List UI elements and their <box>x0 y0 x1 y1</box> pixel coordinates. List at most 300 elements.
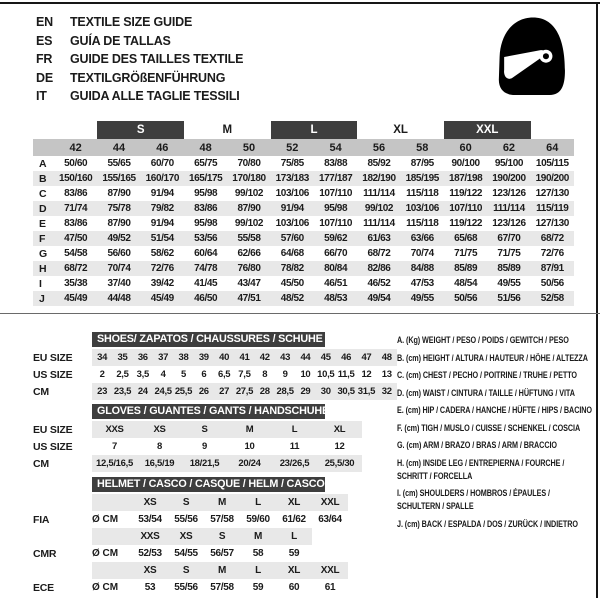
legend-line: J. (cm) BACK / ESPALDA / DOS / ZURÜCK / INDIETRO <box>397 518 578 530</box>
measurement-value: 56/60 <box>107 248 131 259</box>
measurement-row-label: F <box>33 231 54 246</box>
gloves-row <box>33 455 397 472</box>
measurement-value: 44/48 <box>97 291 140 306</box>
helmet-value: 59/60 <box>246 514 270 525</box>
shoes-row-label: US SIZE <box>33 368 73 381</box>
measurement-value: 50/60 <box>64 158 88 169</box>
measurement-value: 177/187 <box>314 171 357 186</box>
shoes-value: 43 <box>280 352 291 363</box>
measurement-value: 49/55 <box>497 278 521 289</box>
measurement-value: 47/53 <box>410 278 434 289</box>
shoes-row-label: CM <box>33 385 49 398</box>
gloves-value: 12,5/16,5 <box>96 458 133 469</box>
size-group-m: M <box>222 124 233 136</box>
measurement-value: 95/98 <box>194 188 218 199</box>
measurement-value: 127/130 <box>535 188 569 199</box>
measurement-value: 165/175 <box>184 171 227 186</box>
size-number: 46 <box>141 139 184 156</box>
gloves-cells <box>92 455 362 472</box>
measurement-value: 41/45 <box>194 278 218 289</box>
row-label-spacer <box>33 139 54 156</box>
shoes-value: 26 <box>198 386 209 397</box>
size-group-xl: XL <box>393 124 408 136</box>
measurement-value: 83/86 <box>64 218 88 229</box>
shoes-value: 23,5 <box>113 386 132 397</box>
helmet-size-row <box>33 494 397 511</box>
helmet-value-row <box>33 545 397 562</box>
measurement-value: 119/122 <box>449 188 483 199</box>
size-number: 54 <box>314 139 357 156</box>
measurement-value: 87/90 <box>227 201 270 216</box>
measurement-value: 82/86 <box>357 261 400 276</box>
measurement-value: 70/80 <box>237 158 261 169</box>
helmet-size-label: M <box>217 497 227 508</box>
legend-line: SCHRITT / FORCELLA <box>397 470 473 482</box>
measurement-value: 50/56 <box>540 278 564 289</box>
helmet-value: 55/56 <box>174 582 198 593</box>
measurement-value: 190/200 <box>487 171 530 186</box>
measurement-value: 46/50 <box>184 291 227 306</box>
shoes-value: 12 <box>361 369 372 380</box>
shoes-value: 2,5 <box>116 369 129 380</box>
measurement-value: 68/72 <box>367 248 391 259</box>
legend-item <box>397 352 597 365</box>
size-number: 58 <box>401 139 444 156</box>
measurement-value: 111/114 <box>487 201 530 216</box>
helmet-size-row <box>33 562 397 579</box>
helmet-value: 57/58 <box>210 582 234 593</box>
shoes-value: 25,5 <box>174 386 193 397</box>
measurement-value: 68/72 <box>54 261 97 276</box>
measurement-row <box>33 186 574 201</box>
measurement-value: 72/76 <box>540 248 564 259</box>
shoes-value: 39 <box>198 352 209 363</box>
shoes-value: 4 <box>160 369 166 380</box>
measurement-value: 87/90 <box>107 188 131 199</box>
legend-item <box>397 487 597 513</box>
measurement-value: 47/50 <box>54 231 97 246</box>
measurement-value: 87/91 <box>531 261 574 276</box>
measurement-value: 91/94 <box>150 218 174 229</box>
measurement-value: 99/102 <box>234 218 264 229</box>
size-number: 60 <box>444 139 487 156</box>
legend-line: I. (cm) SHOULDERS / HOMBROS / ÉPAULES / <box>397 488 550 499</box>
measurement-row <box>33 276 574 291</box>
helmet-value-row <box>33 511 397 528</box>
helmet-size-label: XL <box>287 497 301 508</box>
measurement-value: 103/106 <box>275 218 309 229</box>
gloves-row <box>33 421 397 438</box>
language-row <box>36 13 243 32</box>
shoes-cells <box>92 383 397 400</box>
language-code: DE <box>36 70 53 85</box>
size-group-spacer <box>531 121 574 139</box>
helmet-size-label: L <box>255 565 261 576</box>
language-title: GUÍA DE TALLAS <box>70 33 171 48</box>
helmet-value: 55/56 <box>174 514 198 525</box>
shoes-value: 31,5 <box>357 386 376 397</box>
measurement-value: 74/78 <box>184 261 227 276</box>
diameter-unit-label: Ø CM <box>92 514 119 525</box>
gloves-value: 23/26,5 <box>279 458 310 469</box>
size-number: 56 <box>357 139 400 156</box>
helmet-value: 61 <box>324 582 336 593</box>
measurement-value: 185/195 <box>401 171 444 186</box>
helmet-value: 53 <box>144 582 156 593</box>
measurement-value: 115/118 <box>406 218 439 229</box>
measurement-row-label: G <box>39 247 48 260</box>
shoes-section <box>33 332 397 400</box>
gloves-row-label: US SIZE <box>33 440 73 453</box>
measurement-value: 52/58 <box>531 291 574 306</box>
measurement-value: 48/53 <box>314 291 357 306</box>
legend-line: B. (cm) HEIGHT / ALTURA / HAUTEUR / HÖHE / ALTEZZA <box>397 352 588 364</box>
measurement-value: 60/64 <box>194 248 218 259</box>
helmet-size-label: S <box>182 497 190 508</box>
shoes-row <box>33 383 397 400</box>
language-title: TEXTILE SIZE GUIDE <box>70 15 193 29</box>
measurement-value: 39/42 <box>150 278 174 289</box>
shoes-value: 38 <box>178 352 189 363</box>
measurement-value: 85/89 <box>487 261 530 276</box>
measurement-value: 71/75 <box>497 248 521 259</box>
shoes-value: 10 <box>300 369 311 380</box>
helmet-logo-icon <box>492 11 568 103</box>
measurement-row-label: A <box>39 157 47 170</box>
shoes-value: 24,5 <box>154 386 172 397</box>
measurement-value: 46/51 <box>324 278 348 289</box>
measurement-value: 72/76 <box>141 261 184 276</box>
helmet-value-row <box>33 579 397 596</box>
legend-item <box>397 518 597 531</box>
measurement-value: 85/89 <box>444 261 487 276</box>
certification-label: ECE <box>33 581 54 594</box>
shoes-value: 40 <box>219 352 230 363</box>
measurement-value: 90/100 <box>451 158 480 169</box>
shoes-value: 2 <box>99 369 105 380</box>
measurement-value: 127/130 <box>535 218 569 229</box>
measurement-value: 64/68 <box>280 248 304 259</box>
measurement-value: 54/58 <box>64 248 88 259</box>
measurement-value: 107/110 <box>444 201 487 216</box>
shoes-value: 47 <box>361 352 372 363</box>
gloves-value: L <box>291 424 298 435</box>
helmet-size-label: S <box>218 531 226 542</box>
language-title: GUIDA ALLE TAGLIE TESSILI <box>70 89 240 103</box>
size-group-row <box>33 121 574 139</box>
shoes-value: 45 <box>320 352 331 363</box>
shoes-value: 23 <box>97 386 108 397</box>
shoes-value: 27 <box>219 386 230 397</box>
measurement-row-label: B <box>33 171 54 186</box>
helmet-size-label: M <box>253 531 263 542</box>
measurement-value: 115/118 <box>406 188 439 199</box>
measurement-value: 71/75 <box>454 248 478 259</box>
measurement-value: 67/70 <box>487 231 530 246</box>
measurement-value: 63/66 <box>401 231 444 246</box>
measurement-row-label: J <box>33 291 54 306</box>
measurement-value: 87/90 <box>107 218 131 229</box>
shoes-row-label: EU SIZE <box>33 351 73 364</box>
measurement-value: 99/102 <box>234 188 264 199</box>
measurement-value: 107/110 <box>319 218 353 229</box>
legend-item <box>397 422 597 435</box>
size-number: 62 <box>487 139 530 156</box>
shoes-value: 30,5 <box>337 386 355 397</box>
gloves-value: 12 <box>334 441 345 452</box>
measurement-value: 150/160 <box>54 171 97 186</box>
size-number: 52 <box>271 139 314 156</box>
measurement-row-label: C <box>39 187 47 200</box>
helmet-value-cells <box>92 511 348 528</box>
size-number: 50 <box>227 139 270 156</box>
language-code: IT <box>36 89 47 103</box>
legend-line: E. (cm) HIP / CADERA / HANCHE / HÜFTE / HIPS / BACINO <box>397 405 592 416</box>
shoes-value: 3,5 <box>136 369 149 380</box>
shoes-row <box>33 349 397 366</box>
helmet-size-cells <box>92 562 348 579</box>
measurement-row-label: H <box>33 261 54 276</box>
measurement-value: 123/126 <box>492 188 526 199</box>
gloves-value: 25,5/30 <box>324 458 355 469</box>
size-number: 44 <box>97 139 140 156</box>
helmet-value: 61/62 <box>282 514 306 525</box>
legend-item <box>397 334 597 347</box>
measurement-row <box>33 156 574 171</box>
diameter-unit-label: Ø CM <box>92 548 119 559</box>
gloves-cells <box>92 421 362 438</box>
measurement-value: 48/54 <box>454 278 478 289</box>
helmet-value: 57/58 <box>210 514 234 525</box>
size-number: 64 <box>531 139 574 156</box>
gloves-section <box>33 404 397 472</box>
helmet-value: 58 <box>252 548 264 559</box>
gloves-value: 18/21,5 <box>189 458 220 469</box>
measurement-row <box>33 201 574 216</box>
helmet-size-label: L <box>255 497 261 508</box>
diameter-unit-label: Ø CM <box>92 582 119 593</box>
measurement-value: 111/114 <box>363 188 395 199</box>
shoes-value: 6 <box>201 369 207 380</box>
gloves-row-label: EU SIZE <box>33 423 73 436</box>
helmet-size-cells <box>92 528 312 545</box>
shoes-value: 46 <box>341 352 352 363</box>
gloves-value: XXS <box>105 424 124 435</box>
measurement-value: 187/198 <box>444 171 487 186</box>
shoes-value: 42 <box>259 352 270 363</box>
measurement-value: 84/88 <box>401 261 444 276</box>
gloves-row-label: CM <box>33 457 49 470</box>
shoes-value: 36 <box>137 352 148 363</box>
helmet-value-cells <box>92 579 348 596</box>
helmet-value: 59 <box>252 582 264 593</box>
legend-line: D. (cm) WAIST / CINTURA / TAILLE / HÜFTUNG / VITA <box>397 387 575 399</box>
measurement-row <box>33 231 574 246</box>
measurement-value: 103/106 <box>401 201 444 216</box>
measurement-row-label: I <box>39 277 42 290</box>
legend-item <box>397 457 597 483</box>
helmet-size-label: XL <box>287 565 301 576</box>
gloves-cells <box>92 438 362 455</box>
helmet-title-bar: HELMET / CASCO / CASQUE / HELM / CASCO <box>92 477 325 492</box>
measurement-value: 103/106 <box>275 188 309 199</box>
helmet-size-label: S <box>182 565 190 576</box>
measurement-value: 51/56 <box>487 291 530 306</box>
measurement-value: 55/65 <box>107 158 131 169</box>
certification-label: FIA <box>33 513 50 526</box>
gloves-value: S <box>201 424 208 435</box>
measurement-value: 49/54 <box>357 291 400 306</box>
measurement-value: 49/52 <box>97 231 140 246</box>
shoes-value: 10,5 <box>317 369 335 380</box>
gloves-value: 10 <box>244 441 255 452</box>
main-size-table-body <box>33 121 574 306</box>
measurement-value: 61/63 <box>357 231 400 246</box>
measurement-value: 190/200 <box>531 171 574 186</box>
measurement-value: 35/38 <box>64 278 88 289</box>
helmet-size-label: XS <box>143 565 157 576</box>
shoes-value: 48 <box>381 352 392 363</box>
shoes-value: 6,5 <box>217 369 231 380</box>
measurement-value: 51/54 <box>141 231 184 246</box>
measurement-row-label: E <box>39 217 47 230</box>
measurement-value: 95/98 <box>194 218 218 229</box>
measurement-row <box>33 216 574 231</box>
language-code: EN <box>36 15 53 29</box>
measurement-row <box>33 291 574 306</box>
size-group-l: L <box>271 121 358 139</box>
measurement-value: 155/165 <box>97 171 140 186</box>
shoes-value: 32 <box>381 386 392 397</box>
measurement-value: 123/126 <box>492 218 526 229</box>
measurement-value: 68/72 <box>531 231 574 246</box>
top-border-line <box>0 2 600 4</box>
helmet-size-label: L <box>291 531 297 542</box>
helmet-value: 59 <box>288 548 300 559</box>
legend-line: A. (Kg) WEIGHT / PESO / POIDS / GEWITCH / PESO <box>397 335 569 346</box>
measurement-value: 37/40 <box>107 278 131 289</box>
legend-line: G. (cm) ARM / BRAZO / BRAS / ARM / BRACCIO <box>397 440 557 451</box>
language-list <box>36 13 243 106</box>
shoes-value: 41 <box>239 352 250 363</box>
measurement-value: 99/102 <box>357 201 400 216</box>
legend-item <box>397 369 597 382</box>
gloves-title-bar: GLOVES / GUANTES / GANTS / HANDSCHUHE / GUANTI <box>92 404 325 419</box>
measurement-value: 75/78 <box>97 201 140 216</box>
language-row <box>36 69 243 88</box>
gloves-value: 9 <box>202 441 207 452</box>
shoes-value: 37 <box>158 352 169 363</box>
language-code: FR <box>36 52 53 66</box>
language-row <box>36 32 243 51</box>
measurement-value: 49/55 <box>401 291 444 306</box>
measurement-value: 91/94 <box>271 201 314 216</box>
section-divider-line <box>0 313 600 314</box>
measurement-value: 57/60 <box>271 231 314 246</box>
language-code: ES <box>36 33 53 48</box>
helmet-size-label: XXL <box>320 497 340 508</box>
measurement-value: 58/62 <box>150 248 174 259</box>
shoes-row <box>33 366 397 383</box>
size-group-s: S <box>97 121 184 139</box>
measurement-value: 80/84 <box>314 261 357 276</box>
certification-label: CMR <box>33 547 57 560</box>
legend-line: C. (cm) CHEST / PECHO / POITRINE / TRUHE / PETTO <box>397 370 577 381</box>
main-size-table <box>33 121 574 306</box>
measurement-value: 43/47 <box>237 278 261 289</box>
size-group-spacer <box>33 121 97 139</box>
helmet-value: 60 <box>288 582 300 593</box>
gloves-value: M <box>245 424 254 435</box>
measurement-value: 65/68 <box>444 231 487 246</box>
gloves-value: 8 <box>157 441 162 452</box>
shoes-value: 7,5 <box>238 369 251 380</box>
legend-item <box>397 387 597 400</box>
shoes-value: 27,5 <box>235 386 254 397</box>
measurement-value: 160/170 <box>141 171 184 186</box>
shoes-title-bar: SHOES/ ZAPATOS / CHAUSSURES / SCHUHE / SCARPE <box>92 332 325 347</box>
legend-item <box>397 439 597 452</box>
shoes-value: 30 <box>320 386 331 397</box>
helmet-size-label: XS <box>143 497 157 508</box>
measurement-value: 53/56 <box>184 231 227 246</box>
measurement-value: 170/180 <box>227 171 270 186</box>
measurement-value: 111/114 <box>363 218 395 229</box>
measurement-value: 75/85 <box>280 158 304 169</box>
shoes-value: 44 <box>300 352 311 363</box>
measurement-value: 95/98 <box>314 201 357 216</box>
measurement-value: 91/94 <box>150 188 174 199</box>
measurement-value: 66/70 <box>324 248 348 259</box>
measurement-value: 83/86 <box>64 188 88 199</box>
measurement-value: 60/70 <box>150 158 174 169</box>
gloves-value: 11 <box>289 441 300 452</box>
gloves-value: XS <box>153 424 166 435</box>
measurement-value: 115/119 <box>531 201 574 216</box>
measurement-value: 45/49 <box>141 291 184 306</box>
measurement-value: 45/50 <box>280 278 304 289</box>
gloves-value: XL <box>333 424 346 435</box>
measurement-row <box>33 246 574 261</box>
helmet-size-row <box>33 528 397 545</box>
helmet-value: 56/57 <box>210 548 234 559</box>
legend-line: F. (cm) TIGH / MUSLO / CUISSE / SCHENKEL / COSCIA <box>397 422 581 434</box>
shoes-value: 9 <box>282 369 288 380</box>
shoes-value: 34 <box>97 352 108 363</box>
gloves-value: 16,5/19 <box>144 458 175 469</box>
legend <box>397 334 597 535</box>
shoes-value: 5 <box>180 369 186 380</box>
helmet-value: 53/54 <box>138 514 162 525</box>
helmet-size-label: XXS <box>140 531 160 542</box>
measurement-value: 46/52 <box>367 278 391 289</box>
helmet-value: 52/53 <box>138 548 162 559</box>
shoes-value: 8 <box>262 369 268 380</box>
gloves-row <box>33 438 397 455</box>
measurement-value: 78/82 <box>271 261 314 276</box>
measurement-value: 65/75 <box>194 158 218 169</box>
shoes-cells <box>92 349 397 366</box>
measurement-value: 70/74 <box>410 248 434 259</box>
size-number-row <box>33 139 574 156</box>
shoes-value: 29 <box>300 386 311 397</box>
measurement-value: 59/62 <box>314 231 357 246</box>
gloves-value: 7 <box>112 441 117 452</box>
gloves-value: 20/24 <box>238 458 261 469</box>
measurement-value: 182/190 <box>357 171 400 186</box>
measurement-value: 85/92 <box>367 158 391 169</box>
size-group-xxl: XXL <box>444 121 531 139</box>
